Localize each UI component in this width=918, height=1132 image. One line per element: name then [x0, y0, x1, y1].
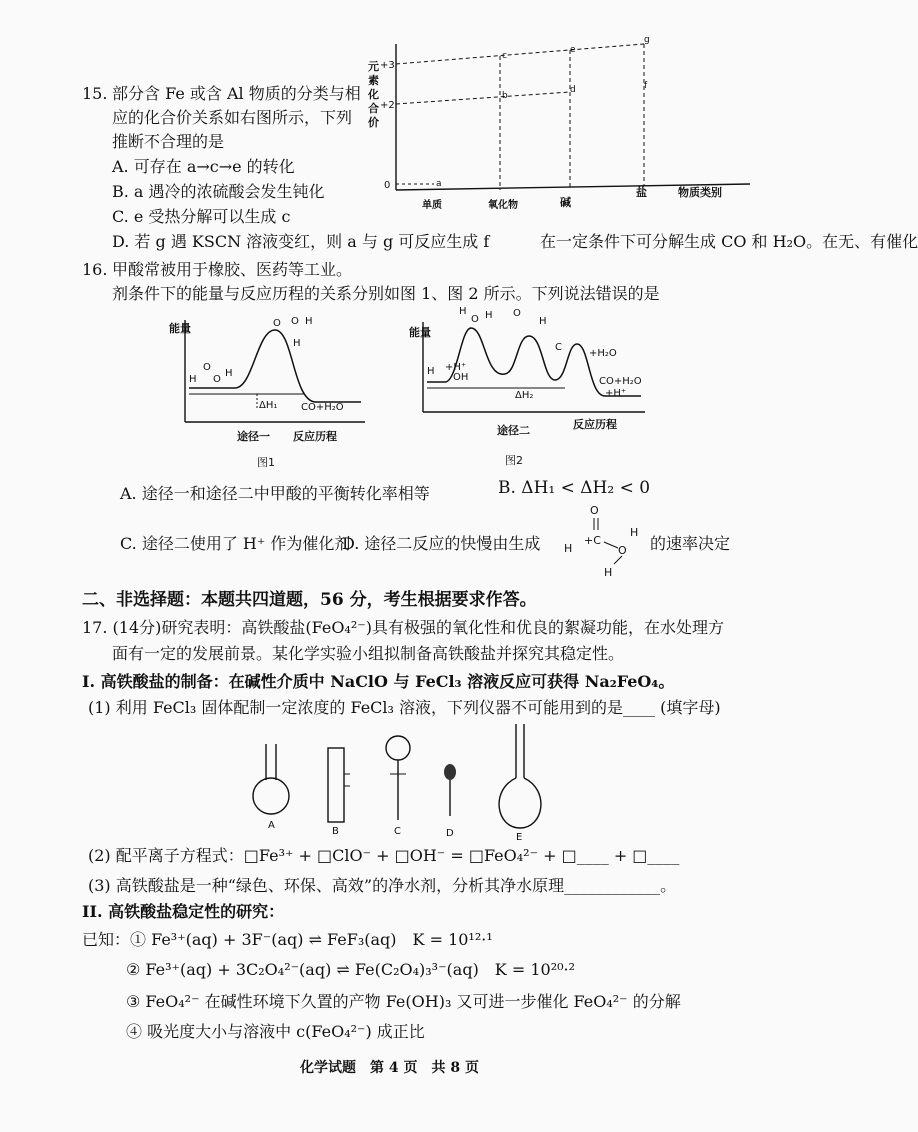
- svg-text:H: H: [459, 306, 467, 317]
- q15-option-d: D. 若 g 遇 KSCN 溶液变红，则 a 与 g 可反应生成 f: [112, 232, 490, 251]
- svg-text:O: O: [273, 318, 281, 329]
- svg-text:OH: OH: [453, 372, 469, 383]
- fig1-caption: 图1: [257, 456, 275, 469]
- q16-line1-tail: 在一定条件下可分解生成 CO 和 H₂O。在无、有催化: [540, 232, 918, 251]
- q15-point-a: a: [436, 179, 442, 189]
- q15-stem-line2: 应的化合价关系如右图所示，下列: [112, 108, 353, 127]
- fig2-h2o: +H₂O: [589, 348, 617, 359]
- fig2-path-label: 途径二: [497, 424, 530, 437]
- q16-option-d-pre: D. 途径二反应的快慢由生成: [342, 534, 541, 553]
- svg-text:H: H: [485, 310, 493, 321]
- svg-text:价: 价: [368, 116, 379, 129]
- q16-option-d-post: 的速率决定: [650, 534, 731, 553]
- fig2-product-hplus: +H⁺: [605, 388, 627, 399]
- lab-apparatus-figure: [240, 724, 570, 844]
- svg-text:元: 元: [368, 60, 379, 73]
- svg-text:H: H: [427, 366, 435, 377]
- q16-line3: 剂条件下的能量与反应历程的关系分别如图 1、图 2 所示。下列说法错误的是: [112, 284, 660, 303]
- q15-ytick-plus3: +3: [380, 60, 395, 71]
- svg-text:O: O: [618, 544, 627, 557]
- fig1-path-label: 途径一: [237, 430, 270, 443]
- svg-text:合: 合: [368, 102, 379, 115]
- q17-known3: ③ FeO₄²⁻ 在碱性环境下久置的产物 Fe(OH)₃ 又可进一步催化 FeO₄²⁻ 的分解: [126, 992, 681, 1011]
- graduated-cylinder-icon: [328, 748, 350, 822]
- fig1-delta-h: ΔH₁: [259, 400, 278, 411]
- svg-text:H: H: [225, 368, 233, 379]
- q15-point-f: f: [644, 81, 648, 91]
- svg-text:H: H: [189, 374, 197, 385]
- q15-xtick-oxide: 氧化物: [488, 200, 518, 211]
- q16-number: 16.: [82, 260, 108, 279]
- q17-known1: 已知：① Fe³⁺(aq) + 3F⁻(aq) ⇌ FeF₃(aq) K = 10¹²·¹: [82, 930, 493, 949]
- q17-sub3: (3) 高铁酸盐是一种“绿色、环保、高效”的净水剂，分析其净水原理____________。: [88, 876, 677, 895]
- fig2-hplus: +H⁺: [445, 362, 467, 373]
- fig1-xlabel: 反应历程: [293, 430, 337, 443]
- q15-xlabel: 物质类别: [678, 186, 722, 199]
- svg-text:H: H: [564, 542, 573, 555]
- q15-point-d: d: [570, 85, 576, 95]
- apparatus-label-a: A: [268, 820, 275, 831]
- dropper-icon: [444, 764, 456, 816]
- fig1-ylabel: 能量: [169, 322, 191, 335]
- q16-option-a: A. 途径一和途径二中甲酸的平衡转化率相等: [120, 484, 430, 503]
- q15-chart-ylabel: [367, 59, 379, 129]
- apparatus-label-d: D: [446, 828, 454, 839]
- svg-text:素: 素: [368, 74, 379, 87]
- q15-ytick-plus2: +2: [380, 100, 395, 111]
- round-bottom-flask-icon: [253, 744, 289, 814]
- q15-option-a: A. 可存在 a→c→e 的转化: [112, 157, 295, 176]
- q15-valence-chart: [360, 30, 760, 230]
- q16-figure2: [405, 300, 655, 470]
- fig1-product: CO+H₂O: [301, 402, 344, 413]
- section2-heading: 二、非选择题：本题共四道题，56 分，考生根据要求作答。: [82, 590, 537, 610]
- fig2-ylabel: 能量: [409, 326, 431, 339]
- q17-known4: ④ 吸光度大小与溶液中 c(FeO₄²⁻) 成正比: [126, 1022, 425, 1041]
- q15-stem-line1: 部分含 Fe 或含 Al 物质的分类与相: [112, 84, 361, 103]
- fig2-caption: 图2: [505, 454, 523, 467]
- q15-line-plus3: [396, 44, 644, 64]
- apparatus-label-c: C: [394, 826, 401, 837]
- q17-head-line2: 面有一定的发展前景。某化学实验小组拟制备高铁酸盐并探究其稳定性。: [112, 644, 625, 663]
- fig2-xlabel: 反应历程: [573, 418, 617, 431]
- svg-text:O: O: [513, 308, 521, 319]
- q17-known2: ② Fe³⁺(aq) + 3C₂O₄²⁻(aq) ⇌ Fe(C₂O₄)₃³⁻(aq) K = 10²⁰·²: [126, 960, 576, 979]
- q15-stem-line3: 推断不合理的是: [112, 132, 225, 151]
- q17-sub1: (1) 利用 FeCl₃ 固体配制一定浓度的 FeCl₃ 溶液，下列仪器不可能用到的是____ (填字母): [88, 698, 721, 717]
- svg-text:O: O: [590, 504, 599, 517]
- svg-text:C: C: [555, 342, 562, 353]
- svg-text:化: 化: [368, 88, 379, 101]
- q15-point-c: c: [502, 51, 507, 61]
- svg-text:+C: +C: [584, 534, 601, 547]
- q17-part2: II. 高铁酸盐稳定性的研究：: [82, 902, 285, 921]
- svg-text:H: H: [305, 316, 313, 327]
- apparatus-label-e: E: [516, 832, 523, 843]
- svg-text:O: O: [203, 362, 211, 373]
- apparatus-label-b: B: [332, 826, 339, 837]
- q17-head-line1: 17. (14分)研究表明：高铁酸盐(FeO₄²⁻)具有极强的氧化性和优良的絮凝功能，在水处理方: [82, 618, 724, 637]
- q16-option-c: C. 途径二使用了 H⁺ 作为催化剂: [120, 534, 351, 553]
- svg-text:H: H: [293, 338, 301, 349]
- q17-sub2: (2) 配平离子方程式：□Fe³⁺ + □ClO⁻ + □OH⁻ = □FeO₄²⁻ + □____ + □____: [88, 846, 680, 865]
- fig1-transition-state-molecule: [273, 316, 313, 349]
- q15-point-g: g: [644, 35, 650, 45]
- svg-text:H: H: [604, 566, 613, 579]
- fig1-energy-curve: [189, 330, 361, 402]
- svg-text:H: H: [539, 316, 547, 327]
- fig1-formic-acid-molecule: [189, 362, 233, 385]
- separatory-funnel-icon: [386, 736, 410, 820]
- q16-option-b: B. ΔH₁ < ΔH₂ < 0: [498, 478, 651, 498]
- svg-text:O: O: [213, 374, 221, 385]
- page-footer: 化学试题 第 4 页 共 8 页: [300, 1060, 479, 1076]
- volumetric-flask-icon: [499, 724, 541, 828]
- q15-point-b: b: [502, 91, 508, 101]
- q15-ytick-zero: 0: [384, 180, 391, 191]
- svg-text:O: O: [471, 314, 479, 325]
- svg-text:H: H: [630, 526, 639, 539]
- q15-option-c: C. e 受热分解可以生成 c: [112, 207, 291, 226]
- q15-xtick-element: 单质: [422, 200, 442, 211]
- q16-figure1: [165, 310, 375, 470]
- q16-option-d-structure: [564, 500, 654, 580]
- svg-text:O: O: [291, 316, 299, 327]
- q15-number: 15.: [82, 84, 108, 103]
- fig2-delta-h: ΔH₂: [515, 390, 534, 401]
- q15-option-b: B. a 遇冷的浓硫酸会发生钝化: [112, 182, 325, 201]
- q17-part1: I. 高铁酸盐的制备：在碱性介质中 NaClO 与 FeCl₃ 溶液反应可获得 Na₂FeO₄。: [82, 672, 675, 691]
- q15-point-e: e: [570, 45, 576, 55]
- q15-xtick-base: 碱: [560, 196, 571, 209]
- q15-xtick-salt: 盐: [636, 186, 647, 199]
- q15-line-plus2: [396, 92, 570, 104]
- fig2-product: CO+H₂O: [599, 376, 642, 387]
- q16-line2: 甲酸常被用于橡胶、医药等工业。: [112, 260, 353, 279]
